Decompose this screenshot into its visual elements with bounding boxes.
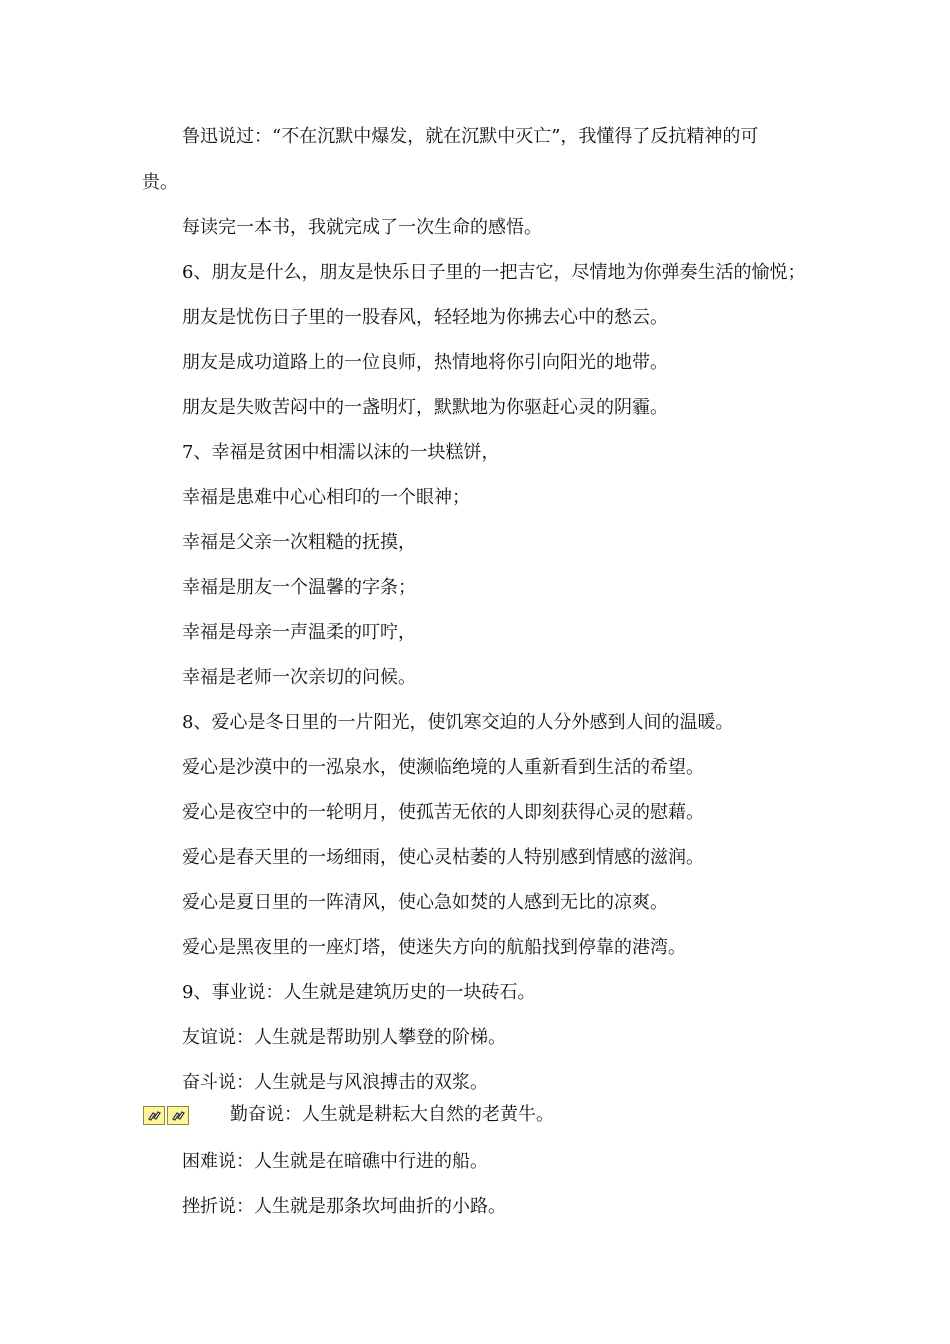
- text-line: 朋友是失败苦闷中的一盏明灯，默默地为你驱赶心灵的阴霾。: [182, 397, 668, 418]
- text-line: 困难说：人生就是在暗礁中行进的船。: [182, 1151, 488, 1172]
- text-line: 爱心是春天里的一场细雨，使心灵枯萎的人特别感到情感的滋润。: [182, 847, 704, 868]
- text-line: 勤奋说：人生就是耕耘大自然的老黄牛。: [230, 1104, 554, 1125]
- text-line: 8、爱心是冬日里的一片阳光，使饥寒交迫的人分外感到人间的温暖。: [182, 712, 734, 733]
- text-line: 友谊说：人生就是帮助别人攀登的阶梯。: [182, 1027, 506, 1048]
- text-line: 9、事业说：人生就是建筑历史的一块砖石。: [182, 982, 536, 1003]
- text-line: 爱心是夜空中的一轮明月，使孤苦无依的人即刻获得心灵的慰藉。: [182, 802, 704, 823]
- text-line: 爱心是夏日里的一阵清风，使心急如焚的人感到无比的凉爽。: [182, 892, 668, 913]
- text-line: 幸福是朋友一个温馨的字条；: [182, 577, 416, 598]
- text-line: 爱心是沙漠中的一泓泉水，使濒临绝境的人重新看到生活的希望。: [182, 757, 704, 778]
- text-line: 朋友是忧伤日子里的一股春风，轻轻地为你拂去心中的愁云。: [182, 307, 668, 328]
- text-line: 爱心是黑夜里的一座灯塔，使迷失方向的航船找到停靠的港湾。: [182, 937, 686, 958]
- text-line: 朋友是成功道路上的一位良师，热情地将你引向阳光的地带。: [182, 352, 668, 373]
- text-line: 7、幸福是贫困中相濡以沫的一块糕饼，: [182, 442, 500, 463]
- text-line: 幸福是患难中心心相印的一个眼神；: [182, 487, 470, 508]
- text-line: 幸福是父亲一次粗糙的抚摸，: [182, 532, 416, 553]
- link-icon[interactable]: [143, 1106, 165, 1125]
- text-line: 每读完一本书，我就完成了一次生命的感悟。: [182, 217, 542, 238]
- text-line: 幸福是母亲一声温柔的叮咛，: [182, 622, 416, 643]
- text-line: 6、朋友是什么，朋友是快乐日子里的一把吉它，尽情地为你弹奏生活的愉悦；: [182, 262, 806, 283]
- text-line: 奋斗说：人生就是与风浪搏击的双浆。: [182, 1072, 488, 1093]
- link-icon[interactable]: [167, 1106, 189, 1125]
- text-line: 贵。: [142, 172, 178, 193]
- text-line: 挫折说：人生就是那条坎坷曲折的小路。: [182, 1196, 506, 1217]
- link-icon-pair[interactable]: [143, 1106, 189, 1125]
- text-line: 幸福是老师一次亲切的问候。: [182, 667, 416, 688]
- text-line: 鲁迅说过：“不在沉默中爆发，就在沉默中灭亡”，我懂得了反抗精神的可: [182, 126, 759, 147]
